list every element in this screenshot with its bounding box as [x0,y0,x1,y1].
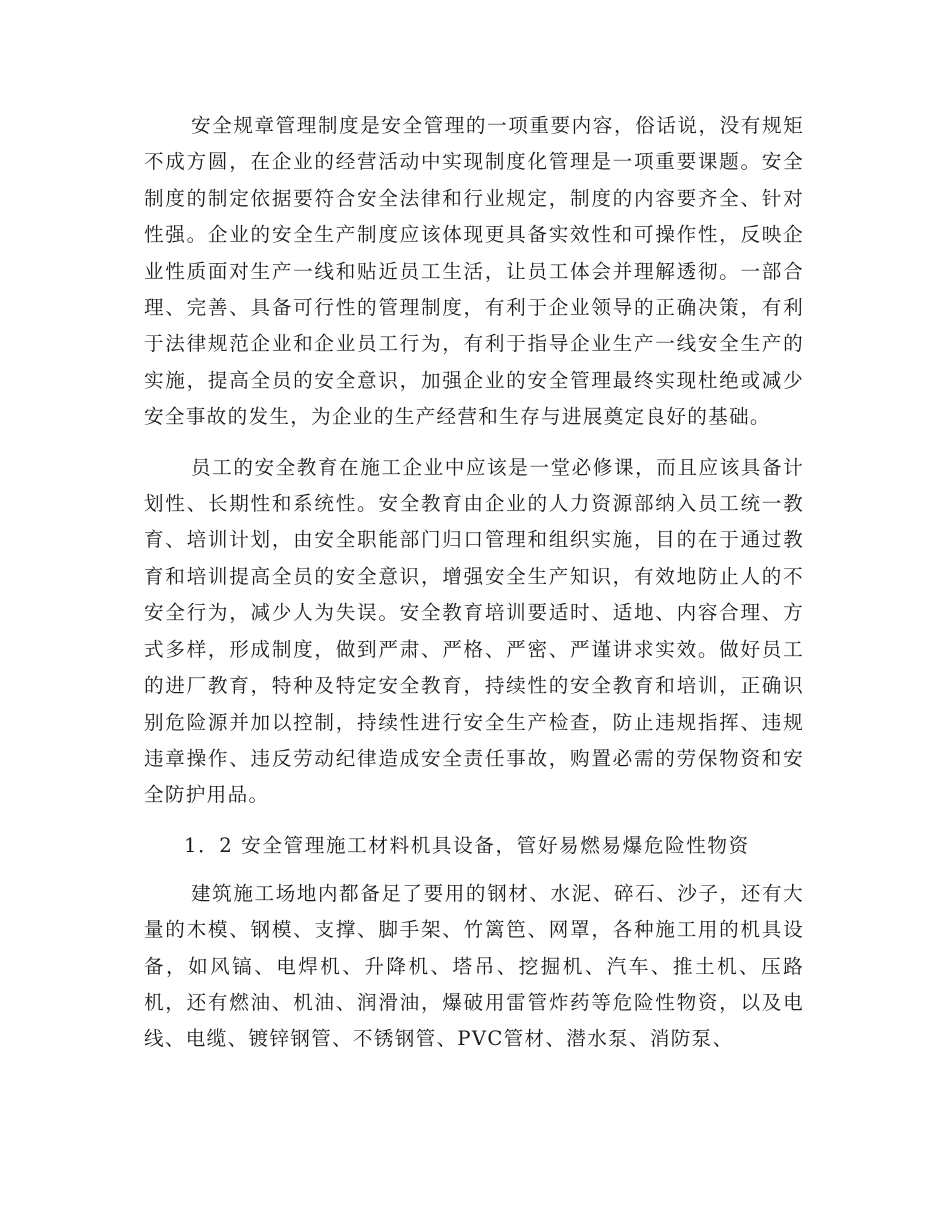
document-page [144,108,804,1072]
section-heading: 1．2 安全管理施工材料机具设备，管好易燃易爆危险性物资 [184,833,750,857]
paragraph-materials-equipment: 建筑施工场地内都备足了要用的钢材、水泥、碎石、沙子，还有大量的木模、钢模、支撑、脚手架、竹篱笆、网罩，各种施工用的机具设备，如风镐、电焊机、升降机、塔吊、挖掘机、汽车、推土机、压路机，还有燃油、机油、润滑油，爆破用雷管炸药等危险性物资，以及电线、电缆、镀锌钢管、不锈钢管、PVC管材、潜水泵、消防泵、 [144,881,804,1051]
paragraph-safety-education: 员工的安全教育在施工企业中应该是一堂必修课，而且应该具备计划性、长期性和系统性。安全教育由企业的人力资源部纳入员工统一教育、培训计划，由安全职能部门归口管理和组织实施，目的在于通过教育和培训提高全员的安全意识，增强安全生产知识，有效地防止人的不安全行为，减少人为失误。安全教育培训要适时、适地、内容合理、方式多样，形成制度，做到严肃、严格、严密、严谨讲求实效。做好员工的进厂教育，特种及特定安全教育，持续性的安全教育和培训，正确识别危险源并加以控制，持续性进行安全生产检查，防止违规指挥、违规违章操作、违反劳动纪律造成安全责任事故，购置必需的劳保物资和安全防护用品。 [144,455,804,807]
paragraph-safety-rules: 安全规章管理制度是安全管理的一项重要内容，俗话说，没有规矩不成方圆，在企业的经营活动中实现制度化管理是一项重要课题。安全制度的制定依据要符合安全法律和行业规定，制度的内容要齐全、针对性强。企业的安全生产制度应该体现更具备实效性和可操作性，反映企业性质面对生产一线和贴近员工生活，让员工体会并理解透彻。一部合理、完善、具备可行性的管理制度，有利于企业领导的正确决策，有利于法律规范企业和企业员工行为，有利于指导企业生产一线安全生产的实施，提高全员的安全意识，加强企业的安全管理最终实现杜绝或减少安全事故的发生，为企业的生产经营和生存与进展奠定良好的基础。 [144,114,804,429]
